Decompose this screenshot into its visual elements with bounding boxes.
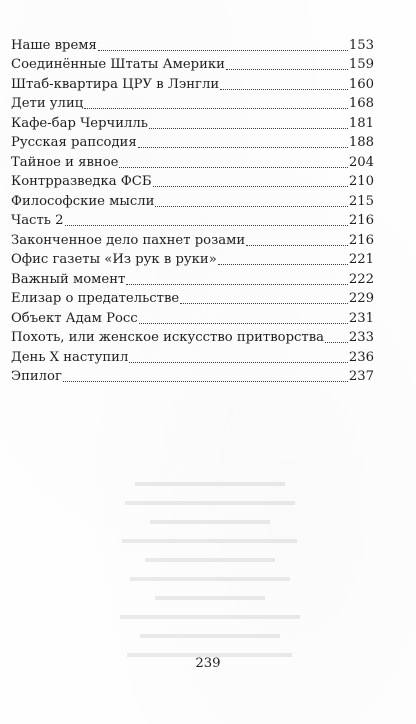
toc-entry [11, 93, 374, 113]
page-number: 239 [195, 656, 221, 671]
toc-entry-page: 229 [348, 291, 374, 306]
toc-dot-leader [84, 108, 348, 109]
toc-entry [11, 268, 374, 288]
toc-entry-page: 216 [348, 213, 374, 228]
toc-dot-leader [119, 167, 347, 168]
toc-entry-title: Кафе-бар Черчилль [11, 115, 148, 131]
toc-entry [11, 327, 374, 347]
toc-entry [11, 190, 374, 210]
table-of-contents [11, 34, 374, 385]
toc-dot-leader [218, 264, 348, 265]
toc-entry-title: Законченное дело пахнет розами [11, 232, 246, 248]
toc-entry-page: 159 [348, 57, 374, 72]
toc-entry-page: 210 [348, 174, 374, 189]
toc-dot-leader [149, 128, 348, 129]
toc-entry [11, 73, 374, 93]
toc-entry [11, 346, 374, 366]
toc-dot-leader [126, 284, 348, 285]
faint-show-through-imprint [112, 478, 307, 668]
toc-entry-title: Часть 2 [11, 213, 64, 228]
toc-dot-leader [63, 381, 348, 382]
toc-entry-title: Елизар о предательстве [11, 291, 180, 306]
toc-entry [11, 366, 374, 386]
toc-entry-title: Объект Адам Росс [11, 310, 138, 326]
toc-entry [11, 210, 374, 230]
toc-dot-leader [65, 225, 348, 226]
toc-entry [11, 151, 374, 171]
toc-entry-title: Русская рапсодия [11, 135, 137, 150]
toc-entry-page: 221 [348, 252, 374, 267]
toc-entry-title: День Х наступил [11, 349, 129, 365]
toc-entry-title: Контрразведка ФСБ [11, 174, 152, 189]
toc-entry [11, 307, 374, 327]
toc-entry [11, 34, 374, 54]
toc-entry [11, 229, 374, 249]
toc-entry-page: 204 [348, 154, 374, 170]
toc-dot-leader [180, 303, 348, 304]
toc-entry-title: Соединённые Штаты Америки [11, 57, 225, 72]
toc-entry-title: Похоть, или женское искусство притворства [11, 330, 325, 345]
toc-dot-leader [246, 245, 348, 246]
toc-dot-leader [155, 206, 347, 207]
toc-entry-page: 231 [348, 310, 374, 326]
toc-entry [11, 54, 374, 74]
toc-dot-leader [220, 89, 348, 90]
toc-entry-page: 215 [348, 193, 374, 209]
toc-entry-title: Важный момент [11, 271, 126, 287]
toc-dot-leader [139, 323, 348, 324]
toc-entry-title: Эпилог [11, 369, 62, 384]
toc-entry [11, 171, 374, 191]
toc-dot-leader [226, 69, 348, 70]
toc-entry-page: 153 [348, 37, 374, 53]
toc-entry-page: 188 [348, 135, 374, 150]
toc-entry-page: 233 [348, 330, 374, 345]
toc-dot-leader [153, 186, 348, 187]
toc-entry [11, 112, 374, 132]
toc-dot-leader [98, 50, 348, 51]
toc-entry-page: 222 [348, 271, 374, 287]
toc-entry-page: 216 [348, 232, 374, 248]
toc-entry-page: 168 [348, 96, 374, 111]
toc-dot-leader [325, 342, 348, 343]
toc-dot-leader [138, 147, 348, 148]
toc-entry-title: Офис газеты «Из рук в руки» [11, 252, 217, 267]
toc-entry-page: 160 [348, 76, 374, 92]
toc-entry-title: Наше время [11, 37, 97, 53]
toc-entry-title: Штаб-квартира ЦРУ в Лэнгли [11, 76, 220, 92]
toc-entry-title: Тайное и явное [11, 154, 119, 170]
toc-entry [11, 132, 374, 152]
toc-entry-page: 237 [348, 369, 374, 384]
toc-entry [11, 288, 374, 308]
toc-entry-page: 181 [348, 115, 374, 131]
toc-entry [11, 249, 374, 269]
toc-entry-title: Философские мысли [11, 193, 155, 209]
toc-entry-title: Дети улиц [11, 96, 84, 111]
toc-entry-page: 236 [348, 349, 374, 365]
toc-dot-leader [129, 362, 348, 363]
